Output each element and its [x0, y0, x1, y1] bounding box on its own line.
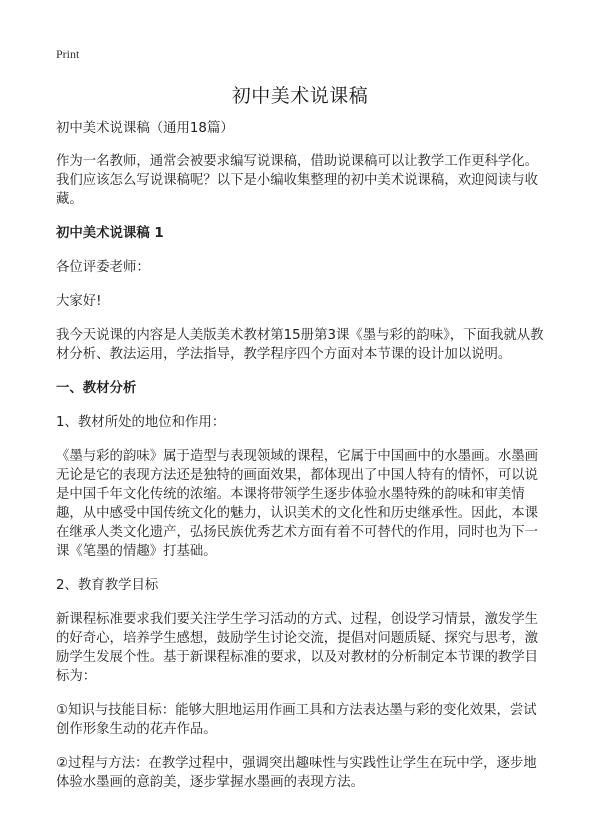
intro-paragraph: 作为一名教师，通常会被要求编写说课稿，借助说课稿可以让教学工作更科学化。我们应该怎么写说课稿呢？以下是小编收集整理的初中美术说课稿，欢迎阅读与收藏。 — [56, 154, 539, 207]
item-1-title: 1、教材所处的地位和作用： — [56, 415, 226, 430]
item-2-body: 新课程标准要求我们要关注学生学习活动的方式、过程，创设学习情景，激发学生的好奇心，培养学生感想，鼓励学生讨论交流，提倡对问题质疑、探究与思考，激励学生发展个性。基于新课程标准的要求，以及对教材的分析制定本节课的教学目标为： — [56, 612, 539, 684]
greeting-paragraph-1: 各位评委老师： — [56, 260, 150, 275]
article-subtitle: 初中美术说课稿（通用18篇） — [56, 121, 234, 136]
page-title: 初中美术说课稿 — [231, 85, 369, 107]
goal-1-paragraph: ①知识与技能目标：能够大胆地运用作画工具和方法表达墨与彩的变化效果，尝试创作形象生动的花卉作品。 — [56, 703, 537, 737]
greeting-paragraph-2: 大家好! — [56, 294, 102, 309]
part-1-heading: 一、教材分析 — [56, 381, 137, 396]
article-body — [56, 119, 548, 807]
opening-paragraph: 我今天说课的内容是人美版美术教材第15册第3课《墨与彩的韵味》，下面我就从教材分析、教法运用，学法指导，教学程序四个方面对本节课的设计加以说明。 — [56, 328, 544, 362]
print-link[interactable]: Print — [56, 47, 80, 61]
goal-2-paragraph: ②过程与方法：在教学过程中，强调突出趣味性与实践性让学生在玩中学，逐步地体验水墨画的意韵美，逐步掌握水墨画的表现方法。 — [56, 756, 537, 790]
item-2-title: 2、教育教学目标 — [56, 578, 159, 593]
section-heading: 初中美术说课稿 1 — [56, 226, 164, 241]
item-1-body: 《墨与彩的韵味》属于造型与表现领域的课程，它属于中国画中的水墨画。水墨画无论是它的表现方法还是独特的画面效果，都体现出了中国人特有的情怀，可以说是中国千年文化传统的浓缩。本课将带领学生逐步体验水墨特殊的韵味和审美情趣，从中感受中国传统文化的魅力，认识美术的文化性和历史继承性。因此，本课在继承人类文化遗产，弘扬民族优秀艺术方面有着不可替代的作用，同时也为下一课《笔墨的情趣》打基础。 — [56, 449, 539, 559]
